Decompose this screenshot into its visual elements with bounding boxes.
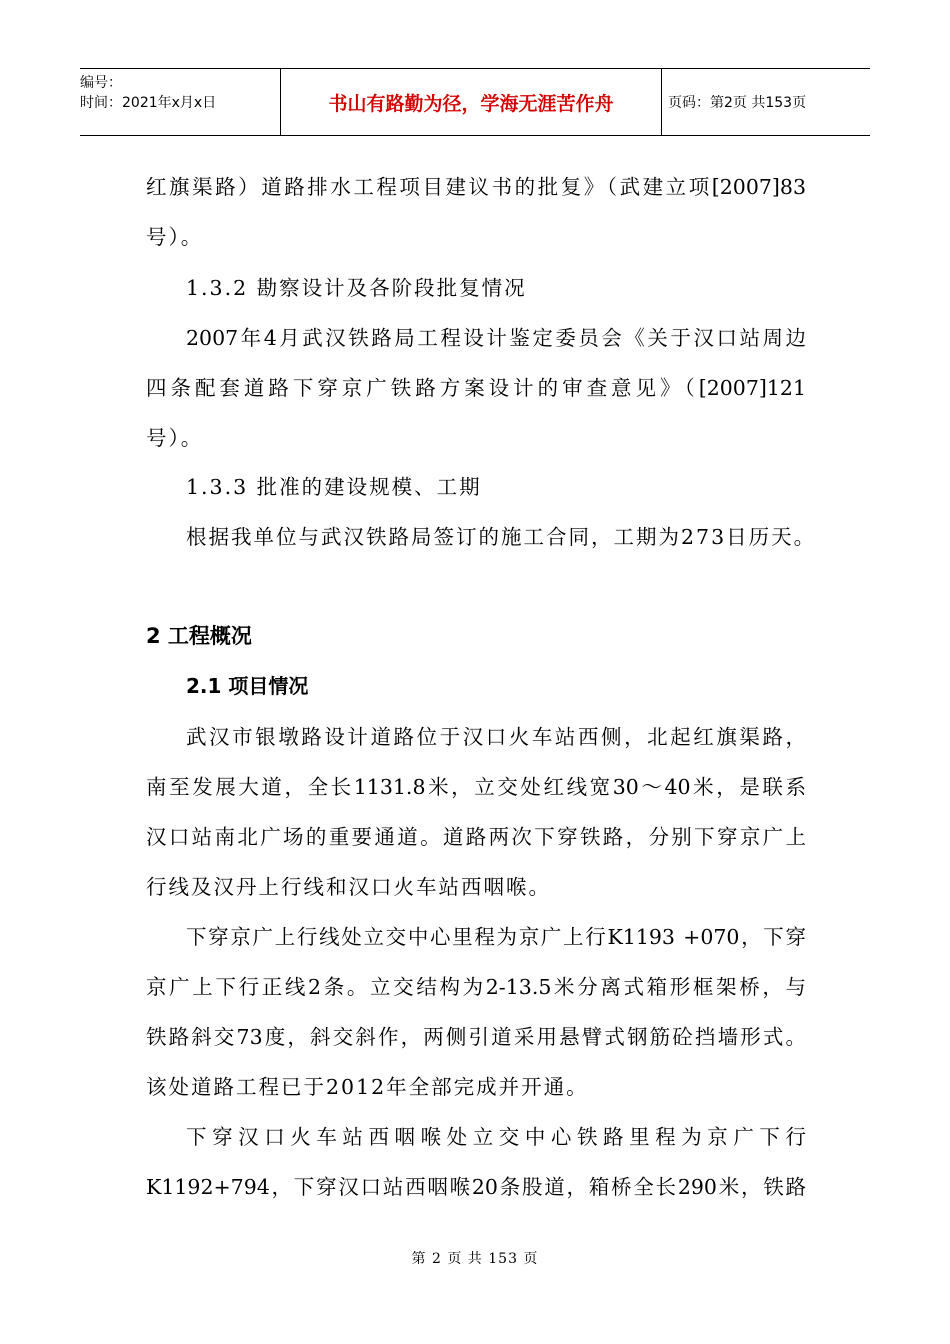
section-heading-2-1: 2.1 项目情况	[186, 674, 309, 698]
section-heading-1-3-3: 1.3.3 批准的建设规模、工期	[186, 475, 482, 499]
section-heading-1-3-2: 1.3.2 勘察设计及各阶段批复情况	[186, 276, 527, 300]
paragraph-line: 2007年4月武汉铁路局工程设计鉴定委员会《关于汉口站周边	[186, 326, 806, 350]
time-label: 时间：2021年x月x日	[80, 95, 217, 111]
chapter-heading: 2 工程概况	[146, 624, 252, 648]
header-left	[80, 69, 280, 135]
page-footer: 第 2 页 共 153 页	[411, 1251, 539, 1267]
paragraph-line: 四条配套道路下穿京广铁路方案设计的审查意见》（[2007]121	[146, 376, 806, 400]
page-header	[80, 68, 870, 136]
paragraph-line: 京广上下行正线2条。立交结构为2-13.5米分离式箱形框架桥，与	[146, 975, 806, 999]
paragraph-line: K1192+794，下穿汉口站西咽喉20条股道，箱桥全长290米，铁路	[146, 1175, 806, 1199]
header-page-code: 页码：第2页 共153页	[668, 95, 807, 111]
paragraph-line: 汉口站南北广场的重要通道。道路两次下穿铁路，分别下穿京广上	[146, 825, 806, 849]
paragraph-line: 南至发展大道，全长1131.8米，立交处红线宽30～40米，是联系	[146, 775, 806, 799]
paragraph-line: 行线及汉丹上行线和汉口火车站西咽喉。	[146, 875, 551, 899]
paragraph-line: 根据我单位与武汉铁路局签订的施工合同，工期为273日历天。	[186, 525, 817, 549]
paragraph-line: 红旗渠路）道路排水工程项目建议书的批复》（武建立项[2007]83	[146, 175, 806, 199]
paragraph-line: 下穿汉口火车站西咽喉处立交中心铁路里程为京广下行	[186, 1125, 806, 1149]
paragraph-line: 下穿京广上行线处立交中心里程为京广上行K1193 +070，下穿	[186, 925, 806, 949]
paragraph-line: 号）。	[146, 225, 204, 249]
number-label: 编号：	[80, 75, 122, 91]
header-motto: 书山有路勤为径，学海无涯苦作舟	[280, 69, 662, 135]
paragraph-line: 号）。	[146, 426, 204, 450]
paragraph-line: 该处道路工程已于2012年全部完成并开通。	[146, 1075, 589, 1099]
paragraph-line: 武汉市银墩路设计道路位于汉口火车站西侧，北起红旗渠路，	[186, 725, 806, 749]
paragraph-line: 铁路斜交73度，斜交斜作，两侧引道采用悬臂式钢筋砼挡墙形式。	[146, 1025, 806, 1049]
